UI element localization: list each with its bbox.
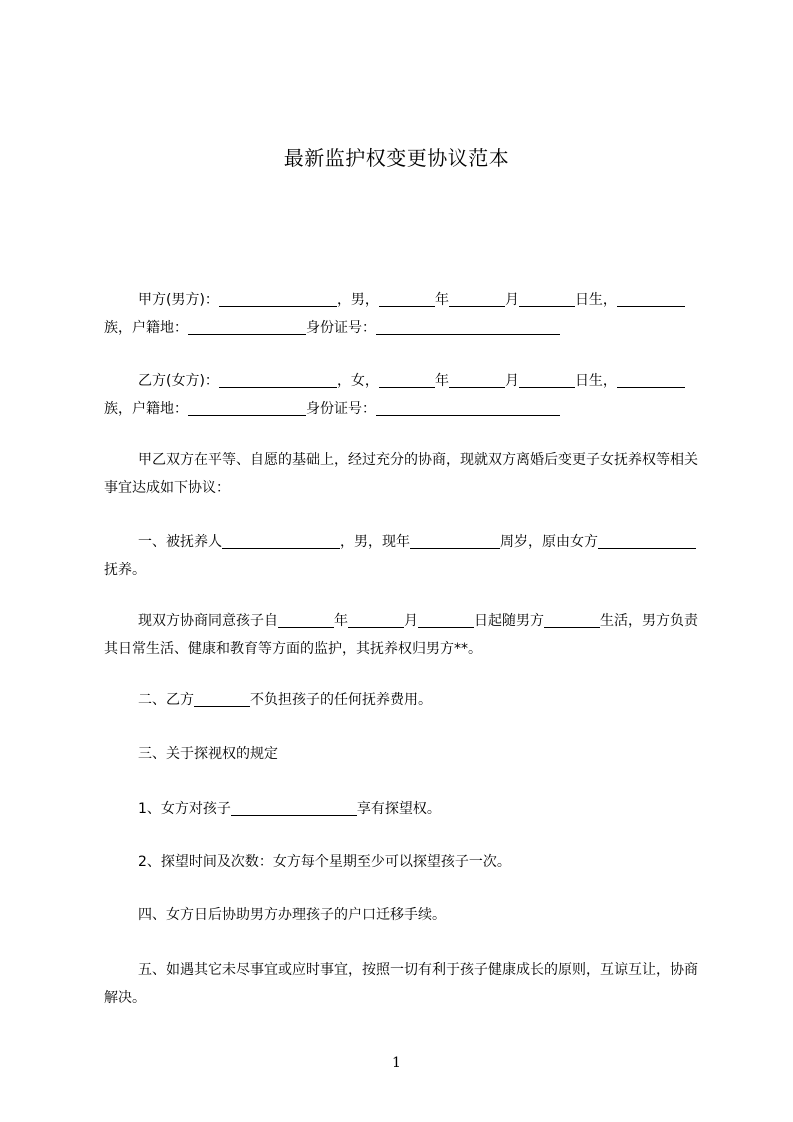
child-age-blank [410, 532, 500, 549]
clause-3-1-paragraph [104, 795, 704, 823]
party-a-ethnicity-blank-1 [617, 290, 643, 307]
party-a-gender: ，男， [336, 292, 379, 308]
party-a-id-label: 身份证号： [306, 320, 376, 336]
child-name-blank-clause-3 [231, 799, 357, 816]
party-a-ethnicity-suffix: 族，户籍地： [104, 320, 188, 336]
clause-1-detail-c: 月 [404, 613, 418, 629]
party-b-domicile-blank [188, 399, 306, 416]
clause-3-1-text-a: 1、女方对孩子 [138, 801, 231, 817]
intro-paragraph [104, 446, 704, 502]
mother-name-blank-2 [654, 532, 696, 549]
clause-3-paragraph [104, 740, 704, 768]
mother-name-blank-1 [598, 532, 654, 549]
transfer-day-blank [418, 611, 474, 628]
party-a-domicile-blank [188, 318, 306, 335]
party-a-id-blank [376, 318, 560, 335]
clause-1-paragraph [104, 528, 704, 584]
party-b-year: 年 [434, 373, 449, 389]
page-number: 1 [392, 1055, 401, 1071]
party-b-paragraph [104, 367, 704, 423]
clause-1-text-d: 抚养。 [104, 562, 146, 578]
party-a-ethnicity-blank-2 [643, 290, 685, 307]
child-name-blank [222, 532, 340, 549]
clause-3-2-paragraph [104, 848, 704, 876]
party-a-name-blank [219, 290, 337, 307]
clause-1-detail-e: 生活，男方负责其日常生活、健康和教育等方面的监护，其抚养权归男方**。 [104, 613, 698, 657]
party-a-month-blank [449, 290, 505, 307]
clause-4-paragraph [104, 901, 704, 929]
intro-text: 甲乙双方在平等、自愿的基础上，经过充分的协商，现就双方离婚后变更子女抚养权等相关事宜达成如下协议： [104, 452, 698, 496]
clause-3-text: 三、关于探视权的规定 [138, 746, 278, 762]
clause-1-detail-d: 日起随男方 [474, 613, 544, 629]
father-name-blank [544, 611, 600, 628]
party-b-ethnicity-blank-2 [643, 371, 685, 388]
clause-1-text-a: 一、被抚养人 [138, 534, 222, 550]
clause-1-text-c: 周岁，原由女方 [500, 534, 598, 550]
party-b-day-blank [519, 371, 575, 388]
party-b-gender: ，女， [336, 373, 379, 389]
party-b-ethnicity-blank-1 [617, 371, 643, 388]
transfer-year-blank [278, 611, 334, 628]
clause-5-text: 五、如遇其它未尽事宜或应时事宜，按照一切有利于孩子健康成长的原则，互谅互让，协商解决。 [104, 962, 698, 1006]
document-title: 最新监护权变更协议范本 [283, 146, 510, 170]
clause-3-2-text: 2、探望时间及次数：女方每个星期至少可以探望孩子一次。 [138, 854, 511, 870]
clause-1-detail-paragraph [104, 607, 704, 663]
clause-1-detail-b: 年 [334, 613, 348, 629]
clause-1-detail-a: 现双方协商同意孩子自 [138, 613, 278, 629]
clause-2-paragraph [104, 686, 704, 714]
party-a-year: 年 [434, 292, 449, 308]
party-b-id-blank [376, 399, 560, 416]
party-b-birth-suffix: 日生， [574, 373, 617, 389]
party-b-ethnicity-suffix: 族，户籍地： [104, 401, 188, 417]
transfer-month-blank [348, 611, 404, 628]
party-a-label: 甲方(男方)： [138, 292, 219, 308]
party-a-day-blank [519, 290, 575, 307]
party-b-label: 乙方(女方)： [138, 373, 219, 389]
party-a-month: 月 [504, 292, 519, 308]
clause-2-text-b: 不负担孩子的任何抚养费用。 [250, 692, 432, 708]
party-b-name-blank-clause-2 [194, 690, 250, 707]
clause-2-text-a: 二、乙方 [138, 692, 194, 708]
party-b-month: 月 [504, 373, 519, 389]
party-b-id-label: 身份证号： [306, 401, 376, 417]
party-b-name-blank [219, 371, 337, 388]
clause-1-text-b: ，男，现年 [340, 534, 410, 550]
clause-3-1-text-b: 享有探望权。 [356, 801, 441, 817]
clause-5-paragraph [104, 956, 704, 1012]
party-b-month-blank [449, 371, 505, 388]
clause-4-text: 四、女方日后协助男方办理孩子的户口迁移手续。 [138, 907, 446, 923]
party-b-year-blank [379, 371, 435, 388]
party-a-paragraph [104, 286, 704, 342]
party-a-year-blank [379, 290, 435, 307]
party-a-birth-suffix: 日生， [574, 292, 617, 308]
